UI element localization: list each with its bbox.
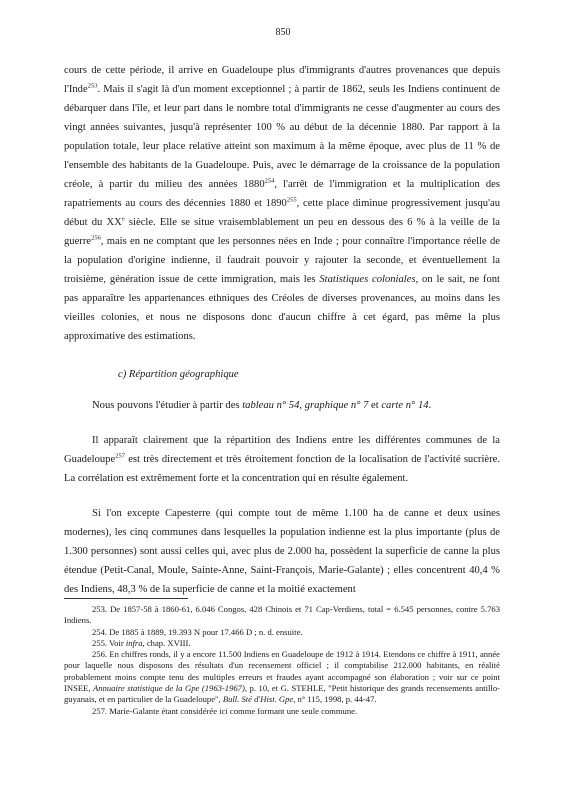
- footnote-ref-257[interactable]: 257: [115, 452, 125, 460]
- text-run: .: [428, 400, 432, 411]
- text-run: et: [368, 400, 382, 411]
- text-run: 255. Voir: [92, 637, 126, 648]
- text-run: , chap. XVIII.: [142, 637, 191, 648]
- footnote-separator: [64, 598, 188, 599]
- graph-reference: graphique n° 7: [304, 400, 369, 411]
- text-run: ,: [299, 400, 305, 411]
- text-run: , on le sait, ne font pas apparaître les appartenances ethniques des Créoles de diverses provenances, au moins dans les vieilles colonies, et nous ne disposons donc d'aucun chiffre à cet égard, pas même la plus approximative des estimations.: [64, 274, 500, 342]
- italic-title: Bull. Sté d'Hist. Gpe: [222, 694, 294, 705]
- section-heading: c) Répartition géographique: [118, 369, 239, 380]
- text-run: , n° 115, 1998, p. 44-47.: [293, 694, 377, 705]
- italic-term: infra: [125, 637, 143, 648]
- text-run: cours de cette période, il arrive en Guadeloupe plus d'immigrants d'autres provenances que depuis l'Inde: [64, 65, 500, 95]
- footnote-256: [64, 649, 500, 705]
- page-number: 850: [275, 27, 291, 38]
- italic-title: Annuaire statistique de la Gpe (1963-1967): [93, 683, 245, 694]
- text-run: , mais en ne comptant que les personnes nées en Inde ; pour connaître l'importance réelle de la population d'origine indienne, il faudrait pouvoir y rajouter la seconde, et éventuellement la troisième, génération issue de cette immigration, mais les: [64, 236, 500, 285]
- map-reference: carte n° 14: [381, 400, 429, 411]
- footnote-255: [64, 638, 500, 649]
- text-run: . Mais il s'agit là d'un moment exceptionnel ; à partir de 1862, seuls les Indiens continuent de débarquer dans l'île, et leur part dans le nombre total d'immigrants ne cesse d'augmenter au cours des vingt années suivantes, jusqu'à représenter 100 % au début de la décennie 1880. Par rapport à la population totale, leur place relative atteint son maximum à la même époque, avec plus de 11 % de l'ensemble des habitants de la Guadeloupe. Puis, avec le démarrage de la croissance de la population créole, à partir du milieu des années 1880: [64, 84, 500, 190]
- table-reference: tableau n° 54: [242, 400, 300, 411]
- footnote-ref-253[interactable]: 253: [87, 82, 98, 90]
- text-run: est très directement et très étroitement fonction de la localisation de l'activité sucrière. La corrélation est extrêmement forte et la concentration qui en résulte également.: [64, 454, 500, 484]
- footnote-257: 257. Marie-Galante étant considérée ici comme formant une seule commune.: [92, 705, 358, 716]
- footnote-254: 254. De 1885 à 1889, 19.393 N pour 17.466 D ; n. d. ensuite.: [92, 626, 303, 637]
- paragraph-immigration-share: [64, 61, 500, 346]
- text-run: , p. 10, et G. STEHLE, "Petit historique des grands recensements antillo-guyanais, et en particulier de la Guadeloupe",: [64, 683, 500, 705]
- footnotes: [64, 604, 500, 717]
- italic-title: Statistiques coloniales: [319, 274, 416, 285]
- text-run: Nous pouvons l'étudier à partir des: [92, 400, 243, 411]
- superscript-e: e: [121, 215, 125, 223]
- footnote-ref-254[interactable]: 254: [264, 177, 275, 185]
- text-run: 256. En chiffres ronds, il y a encore 11.500 Indiens en Guadeloupe de 1912 à 1914. Etendons ce chiffre à 1911, année pour laquelle nous disposons des résultats d'un recensement officiel ; il comptabilise 212.000 habitants, en réalité probablement moins compte tenu des multiples erreurs et fraudes ayant accompagné son élaboration ; voir sur ce point INSEE,: [64, 649, 500, 694]
- footnote-ref-256[interactable]: 256: [91, 234, 101, 242]
- paragraph-sources: [64, 396, 500, 415]
- paragraph-distribution: [64, 431, 500, 488]
- footnote-253: 253. De 1857-58 à 1860-61, 6.046 Congos, 428 Chinois et 71 Cap-Verdiens, total = 6.545 personnes, contre 5.763 Indiens.: [64, 604, 500, 626]
- text-run: siècle. Elle se situe vraisemblablement un peu en dessous des 6 % à la veille de la guerre: [64, 217, 500, 247]
- text-run: , cette place diminue progressivement jusqu'au début du XX: [64, 198, 500, 228]
- footnote-ref-255[interactable]: 255: [286, 196, 297, 204]
- paragraph-communes: Si l'on excepte Capesterre (qui compte tout de même 1.100 ha de canne et deux usines modernes), les cinq communes dans lesquelles la population indienne est la plus importante (plus de 1.300 personnes) sont aussi celles qui, avec plus de 2.000 ha, possèdent la superficie de canne la plus étendue (Petit-Canal, Moule, Sainte-Anne, Saint-François, Marie-Galante) ; elles concentrent 40,4 % des Indiens, 48,3 % de la superficie de canne et la moitié exactement: [64, 508, 500, 595]
- text-run: , l'arrêt de l'immigration et la multiplication des rapatriements au cours des décennies 1880 et 1890: [64, 179, 501, 209]
- text-run: Il apparaît clairement que la répartition des Indiens entre les différentes communes de la Guadeloupe: [64, 435, 500, 465]
